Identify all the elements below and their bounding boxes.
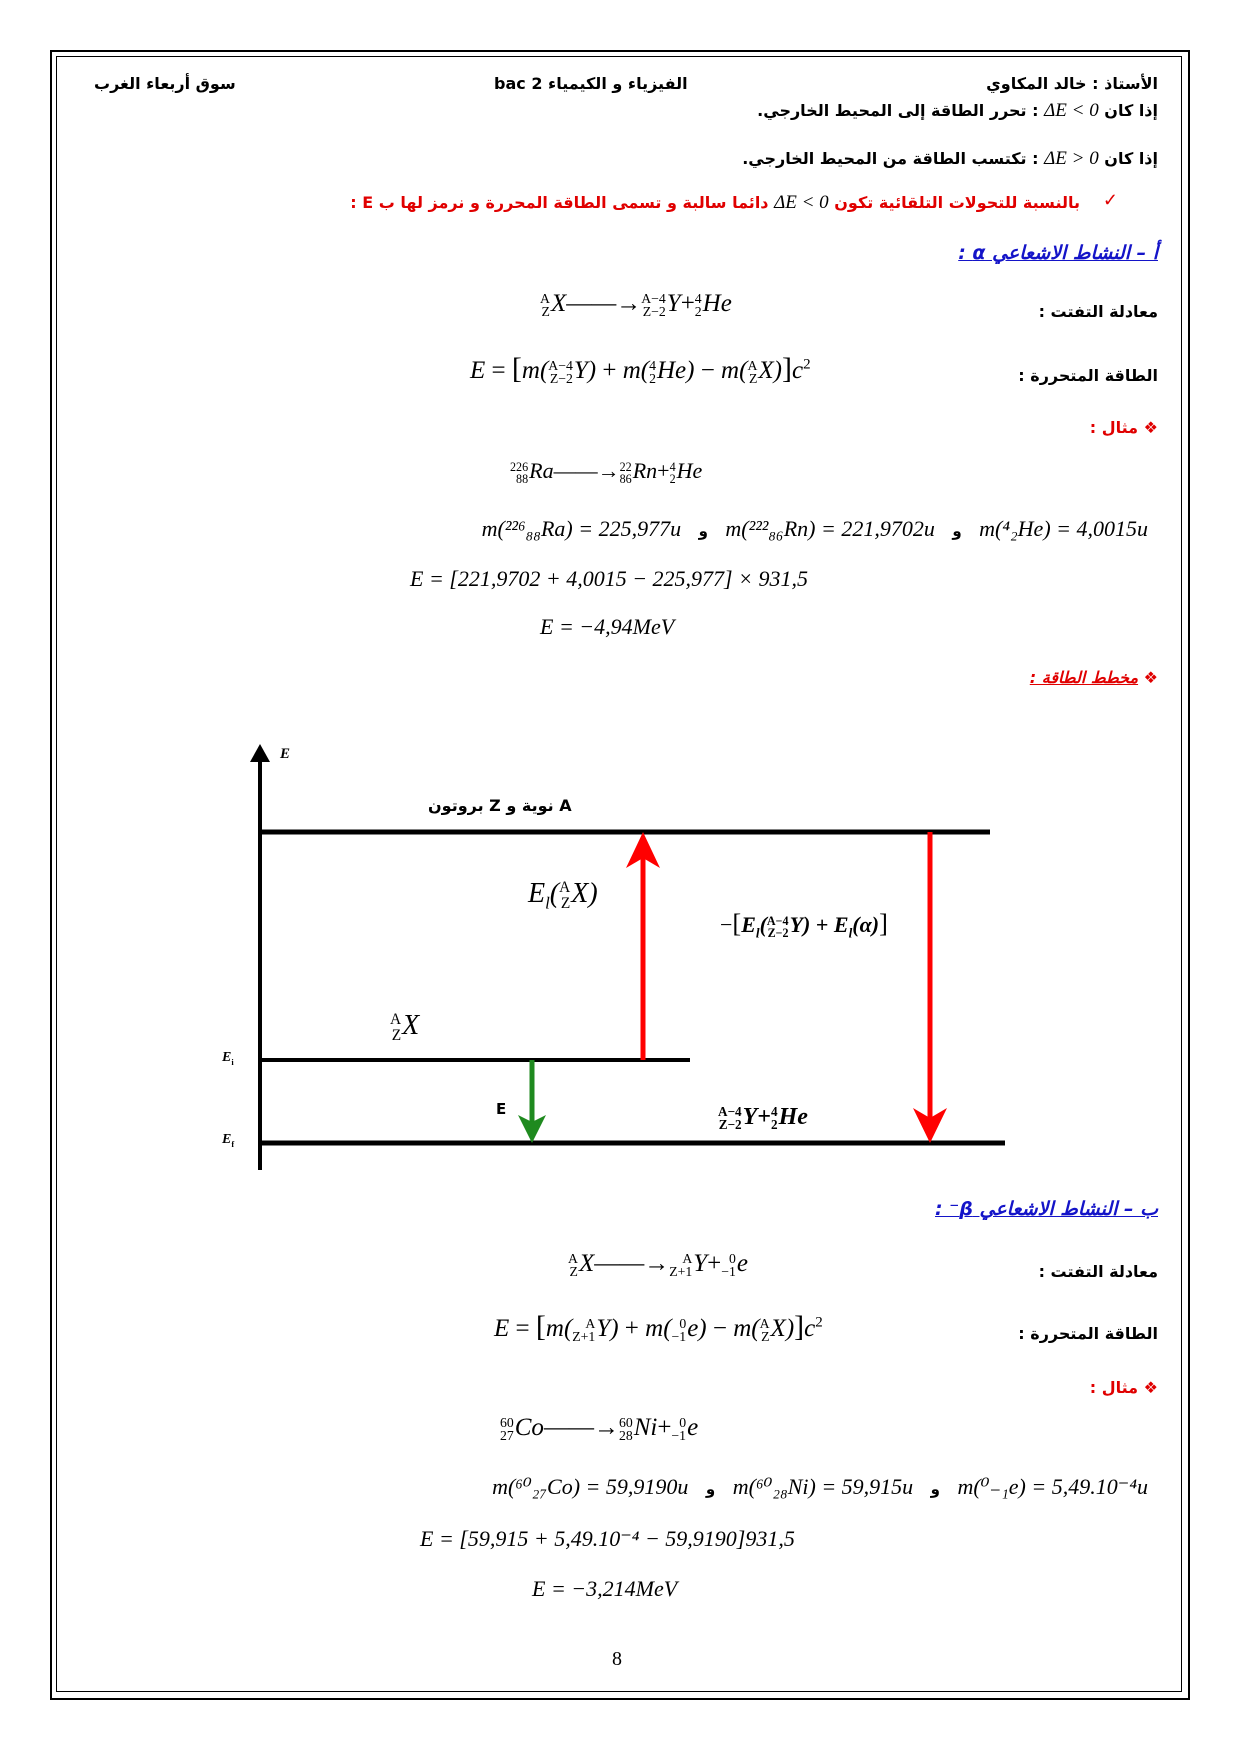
city-name: سوق أربعاء الغرب — [94, 74, 236, 93]
ra-decay-equation: 226 88 Ra——→ 22 86 Rn+ 4 2 He — [510, 458, 703, 486]
co-decay-equation: 60 27 Co——→ 60 28 Ni+ 0 −1 e — [500, 1414, 699, 1444]
mass-e: m(⁰₋₁e) = 5,49.10⁻⁴u — [957, 1474, 1148, 1499]
alpha-masses-line — [482, 516, 1148, 542]
top-level-label: A نوية و Z بروتون — [428, 796, 572, 815]
pos-prefix: إذا كان — [1104, 149, 1158, 168]
released-energy-label: E — [496, 1100, 507, 1118]
beta-example-text: مثال : — [1089, 1378, 1139, 1397]
alpha-energy-formula: E = [m( A−4 Z−2 Y) + m( 4 2 He) − m( A Z $X)]c^2$ — [470, 352, 811, 387]
binding-energy-x-label: $E_l$( A Z X) — [528, 878, 598, 913]
check-icon: ✓ — [1102, 190, 1118, 210]
alpha-decay-label: معادلة التفتت : — [1038, 302, 1158, 321]
energy-diagram — [200, 740, 1020, 1180]
intro-negative-line — [757, 100, 1158, 122]
alpha-energy-label: الطاقة المتحررة : — [1018, 366, 1158, 385]
mass-ni: m(⁶⁰₂₈Ni) = 59,915u — [732, 1474, 914, 1499]
beta-result: E = −3,214MeV — [532, 1576, 678, 1601]
diamond-icon: ❖ — [1143, 668, 1158, 687]
alpha-result: E = −4,94MeV — [540, 614, 675, 639]
neg-prefix: إذا كان — [1104, 101, 1158, 120]
beta-energy-formula: E = [m( A Z+1 Y) + m( 0 −1 e) − m( A Z $X)]c^2$ — [494, 1310, 823, 1345]
beta-energy-label: الطاقة المتحررة : — [1018, 1324, 1158, 1343]
alpha-calculation: E = [221,9702 + 4,0015 − 225,977] × 931,5 — [410, 566, 808, 591]
neg-condition: ΔE < 0 — [1044, 100, 1099, 121]
diamond-icon: ❖ — [1143, 1378, 1158, 1397]
pos-condition: ΔE > 0 — [1044, 148, 1099, 169]
alpha-decay-equation: A Z X——→ A−4 Z−2 Y+ 4 2 He — [540, 290, 732, 320]
beta-calculation: E = [59,915 + 5,49.10⁻⁴ − 59,9190]931,5 — [420, 1526, 795, 1551]
teacher-name: الأستاذ : خالد المكاوي — [986, 74, 1158, 93]
beta-example-label — [1090, 1378, 1158, 1397]
neg-text: : تحرر الطاقة إلى المحيط الخارجي. — [757, 101, 1039, 120]
subject-title: الفيزياء و الكيمياء 2 bac — [494, 74, 688, 93]
beta-decay-equation: A Z X——→ A Z+1 Y+ 0 −1 e — [568, 1250, 749, 1280]
alpha-example-text: مثال : — [1089, 418, 1139, 437]
mass-ra: m(²²⁶₈₈Ra) = 225,977u — [481, 516, 682, 541]
and-word-4: و — [930, 1480, 940, 1498]
beta-title: ب – النشاط الاشعاعي β⁻ : — [935, 1198, 1158, 1220]
axis-label-e: E — [280, 746, 291, 762]
alpha-title: أ – النشاط الاشعاعي α : — [958, 242, 1158, 264]
ei-label: $E_i$ — [222, 1050, 234, 1067]
diamond-icon: ❖ — [1143, 418, 1158, 437]
energy-diagram-text: مخطط الطاقة : — [1029, 668, 1139, 687]
spontaneous-note — [350, 192, 1080, 214]
page-number: 8 — [612, 1648, 622, 1670]
note-condition: ΔE < 0 — [774, 192, 829, 213]
beta-masses-line — [492, 1474, 1148, 1500]
and-word-3: و — [705, 1480, 716, 1498]
products-level-label: A−4 Z−2 Y+ 4 2 He — [718, 1104, 808, 1133]
pos-text: : تكتسب الطاقة من المحيط الخارجي. — [742, 149, 1039, 168]
products-binding-label: $-[E_l$( A−4 Z−2 $Y) + E_l(\alpha)$] — [720, 908, 888, 941]
ef-label: $E_f$ — [222, 1132, 235, 1149]
x-level-label: A Z X — [390, 1010, 420, 1044]
mass-co: m(⁶⁰₂₇Co) = 59,9190u — [492, 1474, 689, 1499]
mass-he: m(⁴₂He) = 4,0015u — [979, 516, 1148, 541]
note-b: دائما سالبة و تسمى الطاقة المحررة و نرمز لها ب E : — [350, 193, 769, 212]
energy-diagram-label — [1030, 668, 1158, 687]
and-word-2: و — [952, 522, 962, 540]
mass-rn: m(²²²₈₆Rn) = 221,9702u — [725, 516, 935, 541]
alpha-example-label — [1090, 418, 1158, 437]
beta-decay-label: معادلة التفتت : — [1038, 1262, 1158, 1281]
and-word-1: و — [698, 522, 708, 540]
note-a: بالنسبة للتحولات التلقائية تكون — [834, 193, 1080, 212]
energy-axis-arrowhead — [250, 744, 270, 762]
intro-positive-line — [742, 148, 1158, 170]
